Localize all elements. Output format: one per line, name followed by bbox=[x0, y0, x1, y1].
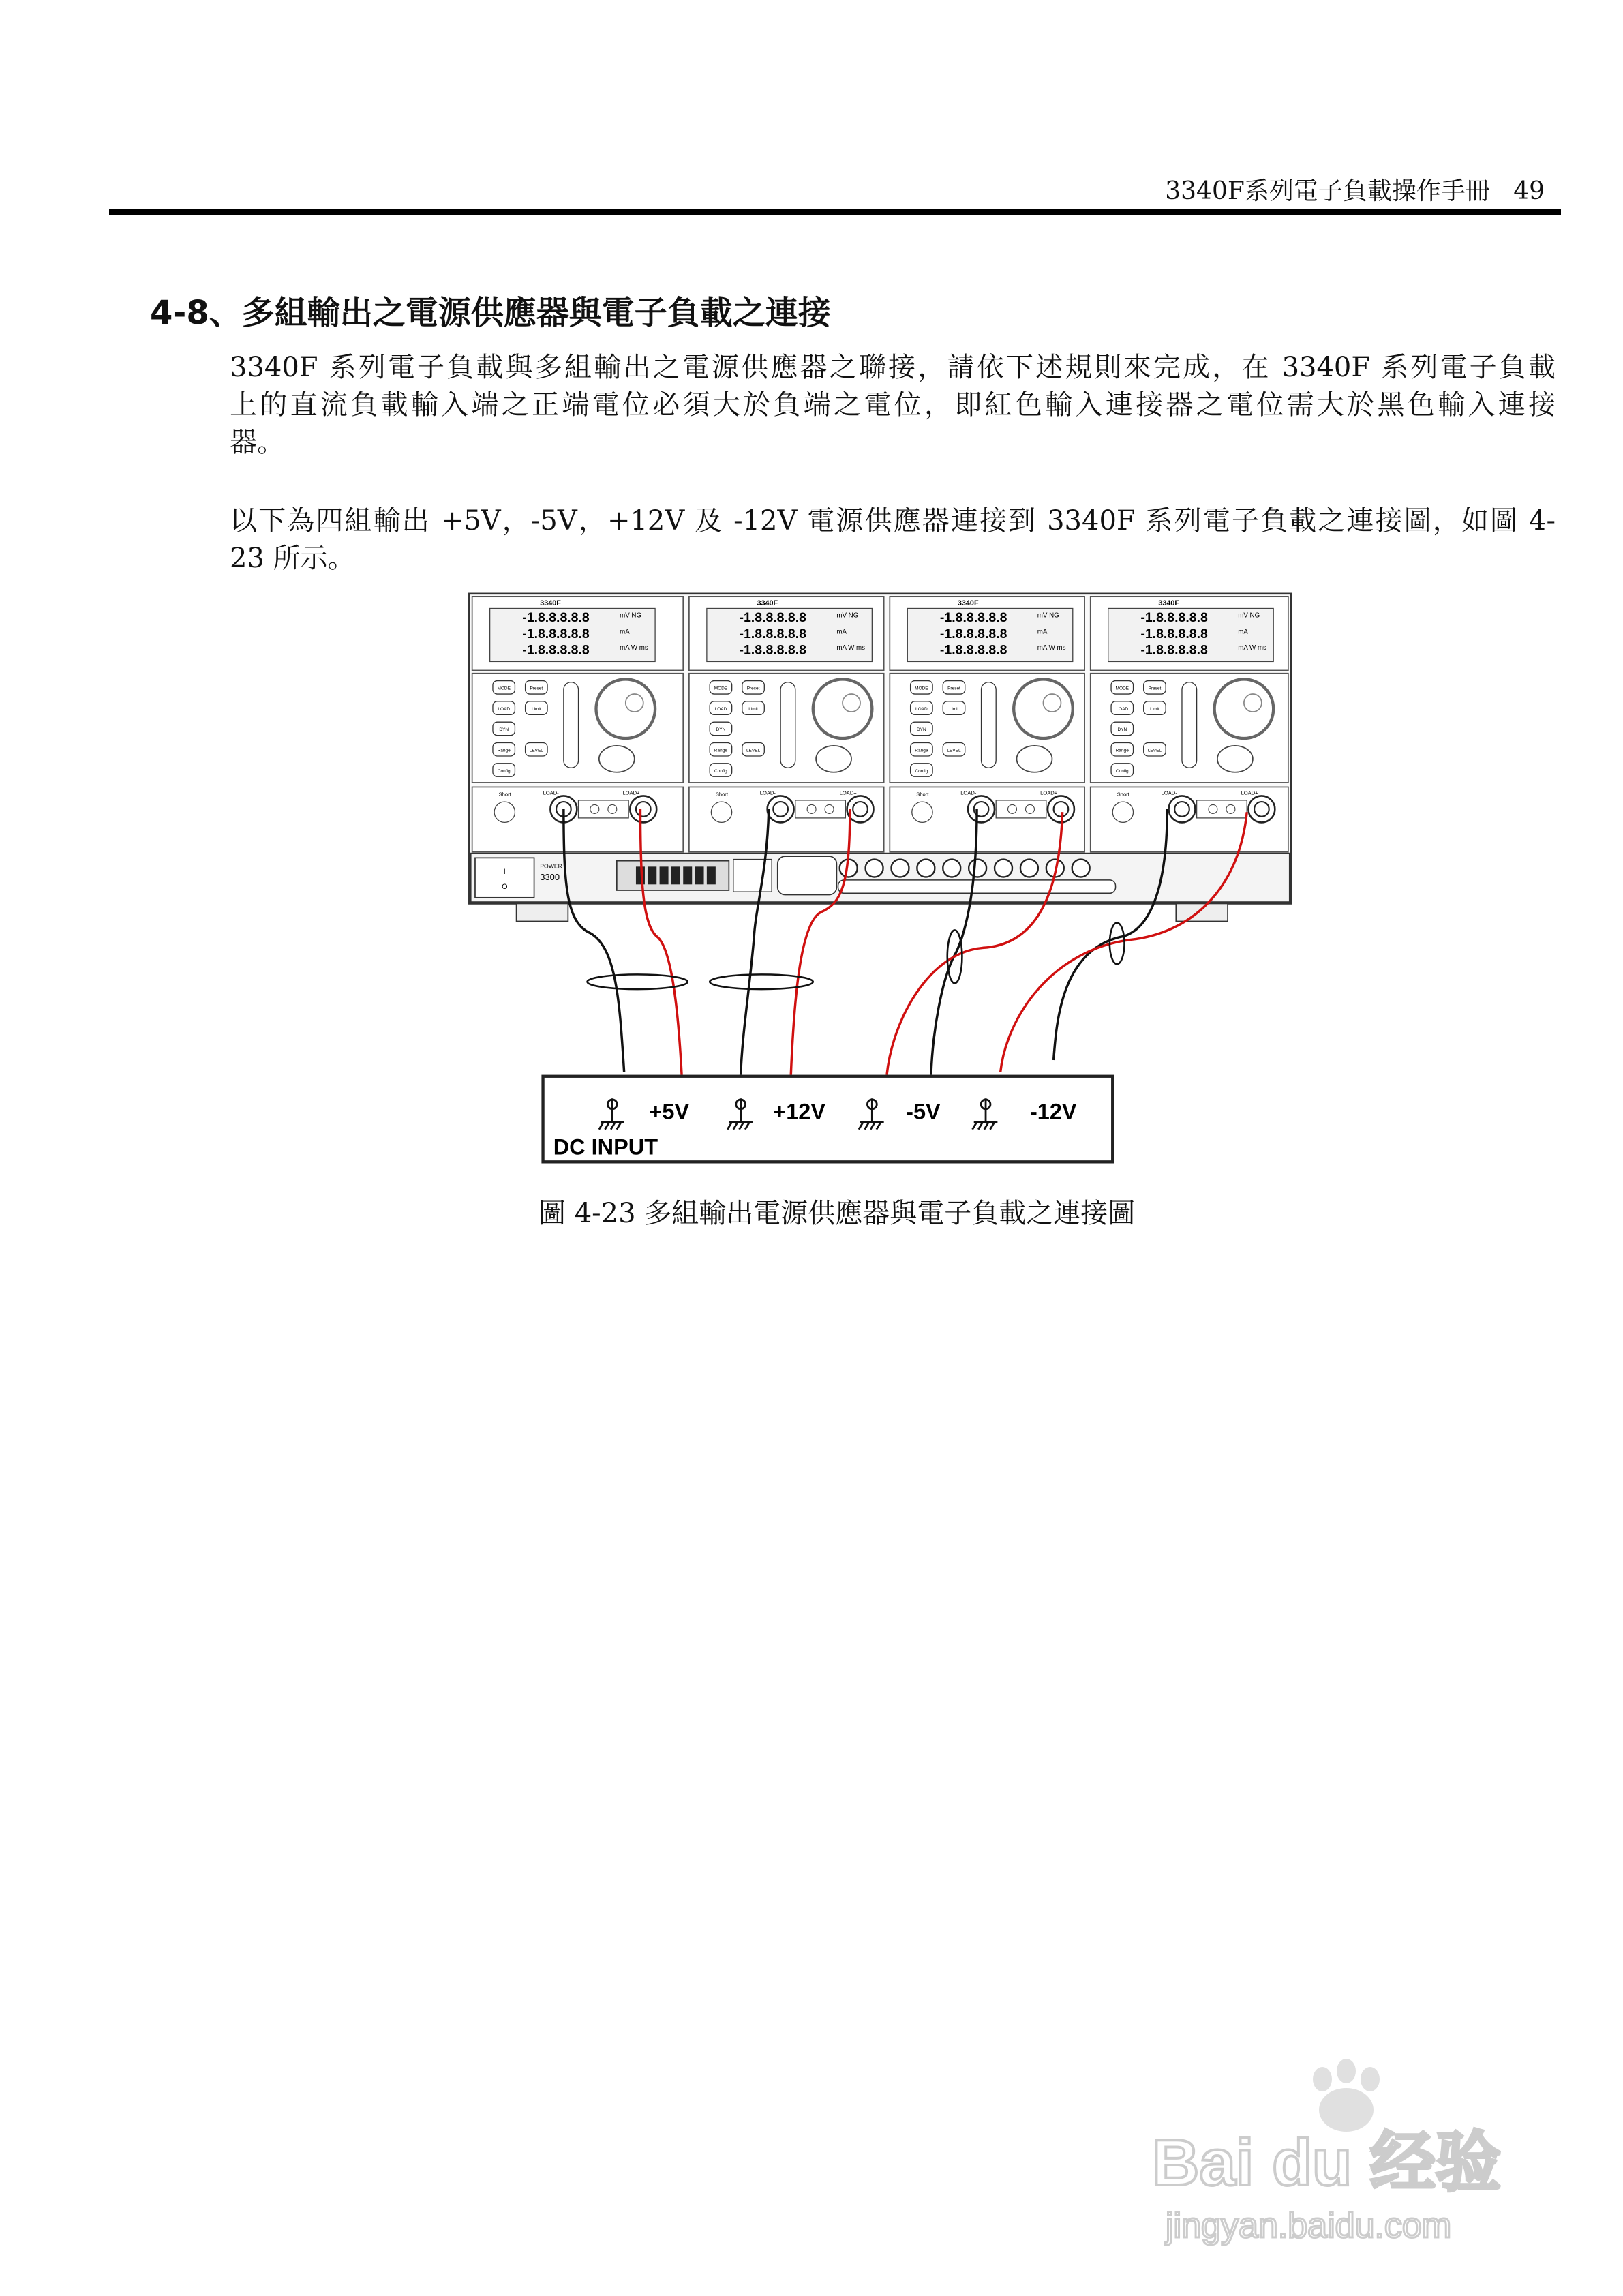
display-digits: -1.8.8.8.8.8 bbox=[522, 626, 590, 641]
button-label: Range bbox=[714, 748, 727, 753]
terminal-label: LOAD+ bbox=[839, 789, 857, 796]
header-rule bbox=[109, 209, 1561, 215]
display-digits: -1.8.8.8.8.8 bbox=[939, 609, 1007, 625]
display-unit: mA W ms bbox=[620, 644, 648, 652]
channel-button bbox=[1072, 860, 1090, 877]
svg-text:jingyan.baidu.com: jingyan.baidu.com bbox=[1166, 2206, 1452, 2246]
terminal-label: LOAD- bbox=[759, 789, 776, 796]
power-switch bbox=[475, 858, 534, 897]
output-label: -12V bbox=[1029, 1099, 1077, 1124]
display-unit: mA bbox=[1238, 628, 1248, 636]
load-module bbox=[689, 596, 884, 852]
button-label: Limit bbox=[949, 706, 959, 712]
button-label: Preset bbox=[530, 686, 543, 691]
button-label: LOAD bbox=[1116, 706, 1129, 712]
arrow-pad bbox=[1017, 746, 1052, 772]
module-model: 3340F bbox=[957, 599, 979, 608]
channel-button bbox=[943, 860, 960, 877]
output-label: -5V bbox=[906, 1099, 941, 1124]
button-label: MODE bbox=[497, 686, 511, 691]
page-number: 49 bbox=[1513, 177, 1545, 205]
svg-text:O: O bbox=[502, 882, 508, 891]
module-model: 3340F bbox=[1158, 599, 1180, 608]
button-label: Preset bbox=[1148, 686, 1162, 691]
display-unit: mA bbox=[836, 628, 847, 636]
button-label: Limit bbox=[531, 706, 541, 712]
arrow-pad bbox=[1217, 746, 1253, 772]
terminal-label: LOAD- bbox=[543, 789, 559, 796]
module-model: 3340F bbox=[757, 599, 778, 608]
channel-button bbox=[1020, 860, 1038, 877]
button-label: LEVEL bbox=[947, 748, 961, 753]
button-label: Config bbox=[915, 768, 928, 774]
button-label: LOAD bbox=[915, 706, 928, 712]
display-digits: -1.8.8.8.8.8 bbox=[939, 642, 1007, 658]
display-digits: -1.8.8.8.8.8 bbox=[739, 626, 806, 641]
button-label: Config bbox=[497, 768, 511, 774]
connection-diagram bbox=[457, 588, 1299, 1166]
short-label: Short bbox=[916, 791, 929, 798]
baidu-jingyan-watermark bbox=[1152, 2059, 1547, 2250]
short-label: Short bbox=[715, 791, 728, 798]
rotary-knob bbox=[1215, 679, 1274, 738]
terminal-label: LOAD+ bbox=[1241, 789, 1258, 796]
button-label: Limit bbox=[748, 706, 758, 712]
button-label: MODE bbox=[1115, 686, 1129, 691]
text-line: 23 所示。 bbox=[230, 543, 355, 574]
terminal-label: LOAD+ bbox=[622, 789, 640, 796]
electronic-load-mainframe bbox=[469, 594, 1291, 922]
load-module bbox=[472, 596, 684, 852]
display-digits: -1.8.8.8.8.8 bbox=[1140, 626, 1208, 641]
display-digits: -1.8.8.8.8.8 bbox=[939, 626, 1007, 641]
button-label: LOAD bbox=[714, 706, 727, 712]
channel-button bbox=[969, 860, 986, 877]
rotary-knob bbox=[813, 679, 873, 738]
button-label: Preset bbox=[746, 686, 760, 691]
display-digits: -1.8.8.8.8.8 bbox=[522, 609, 590, 625]
display-unit: mV NG bbox=[1238, 611, 1260, 620]
terminal-label: LOAD- bbox=[1161, 789, 1177, 796]
text-line: 器。 bbox=[230, 427, 284, 458]
channel-button bbox=[995, 860, 1012, 877]
display-unit: mV NG bbox=[836, 611, 859, 620]
channel-button bbox=[866, 860, 883, 877]
button-label: DYN bbox=[1117, 727, 1127, 733]
rotary-knob bbox=[1014, 679, 1073, 738]
terminal-label: LOAD+ bbox=[1040, 789, 1058, 796]
short-label: Short bbox=[1117, 791, 1129, 798]
display-digits: -1.8.8.8.8.8 bbox=[1140, 642, 1208, 658]
display-unit: mA W ms bbox=[1037, 644, 1066, 652]
display-unit: mV NG bbox=[620, 611, 642, 620]
button-label: Range bbox=[1115, 748, 1129, 753]
dc-input-label: DC INPUT bbox=[553, 1134, 658, 1160]
figure-caption: 圖 4-23 多組輸出電源供應器與電子負載之連接圖 bbox=[539, 1198, 1136, 1229]
button-label: LOAD bbox=[498, 706, 511, 712]
text-line: 3340F 系列電子負載與多組輸出之電源供應器之聯接，請依下述規則來完成，在 3340F 系列電子負載 bbox=[230, 352, 1556, 383]
channel-button bbox=[917, 860, 935, 877]
display-digits: -1.8.8.8.8.8 bbox=[522, 642, 590, 658]
terminal-label: LOAD- bbox=[960, 789, 977, 796]
display-unit: mV NG bbox=[1037, 611, 1059, 620]
display-unit: mA bbox=[620, 628, 630, 636]
load-module bbox=[890, 596, 1084, 852]
svg-text:Bai du 经验: Bai du 经验 bbox=[1152, 2126, 1502, 2199]
button-label: MODE bbox=[714, 686, 728, 691]
display-digits: -1.8.8.8.8.8 bbox=[739, 642, 806, 658]
load-module bbox=[1091, 596, 1288, 852]
channel-button bbox=[891, 860, 909, 877]
button-label: Preset bbox=[947, 686, 960, 691]
button-label: DYN bbox=[917, 727, 926, 733]
module-model: 3340F bbox=[540, 599, 561, 608]
button-label: Limit bbox=[1150, 706, 1159, 712]
rotary-knob bbox=[596, 679, 656, 738]
button-label: MODE bbox=[915, 686, 928, 691]
text-line: 上的直流負載輸入端之正端電位必須大於負端之電位，即紅色輸入連接器之電位需大於黑色輸入連接 bbox=[230, 389, 1556, 421]
arrow-pad bbox=[599, 746, 635, 772]
running-header bbox=[1165, 172, 1545, 207]
short-label: Short bbox=[498, 791, 511, 798]
paragraph-intro bbox=[230, 349, 1556, 462]
text-line: 以下為四組輸出 +5V，-5V，+12V 及 -12V 電源供應器連接到 3340F 系列電子負載之連接圖，如圖 4- bbox=[230, 505, 1556, 537]
output-label: +12V bbox=[773, 1099, 826, 1124]
display-digits: -1.8.8.8.8.8 bbox=[739, 609, 806, 625]
display-unit: mA W ms bbox=[836, 644, 866, 652]
output-label: +5V bbox=[649, 1099, 690, 1124]
button-label: DYN bbox=[716, 727, 726, 733]
button-label: Config bbox=[1115, 768, 1129, 774]
mainframe-model: 3300 bbox=[540, 871, 560, 882]
button-label: Config bbox=[714, 768, 727, 774]
display-digits: -1.8.8.8.8.8 bbox=[1140, 609, 1208, 625]
manual-title: 3340F系列電子負載操作手冊 bbox=[1165, 177, 1490, 205]
button-label: LEVEL bbox=[1147, 748, 1162, 753]
display-unit: mA W ms bbox=[1238, 644, 1266, 652]
section-title: 4-8、多組輸出之電源供應器與電子負載之連接 bbox=[150, 294, 831, 332]
button-label: Range bbox=[915, 748, 928, 753]
dc-input-power-supply bbox=[543, 1076, 1113, 1162]
button-label: Range bbox=[497, 748, 511, 753]
power-label: POWER bbox=[540, 862, 562, 870]
button-label: LEVEL bbox=[746, 748, 761, 753]
paw-logo-icon bbox=[1313, 2059, 1380, 2132]
button-label: DYN bbox=[499, 727, 509, 733]
svg-text:I: I bbox=[503, 868, 506, 877]
display-unit: mA bbox=[1037, 628, 1048, 636]
button-label: LEVEL bbox=[529, 748, 543, 753]
arrow-pad bbox=[816, 746, 851, 772]
paragraph-figure-ref bbox=[230, 502, 1556, 577]
